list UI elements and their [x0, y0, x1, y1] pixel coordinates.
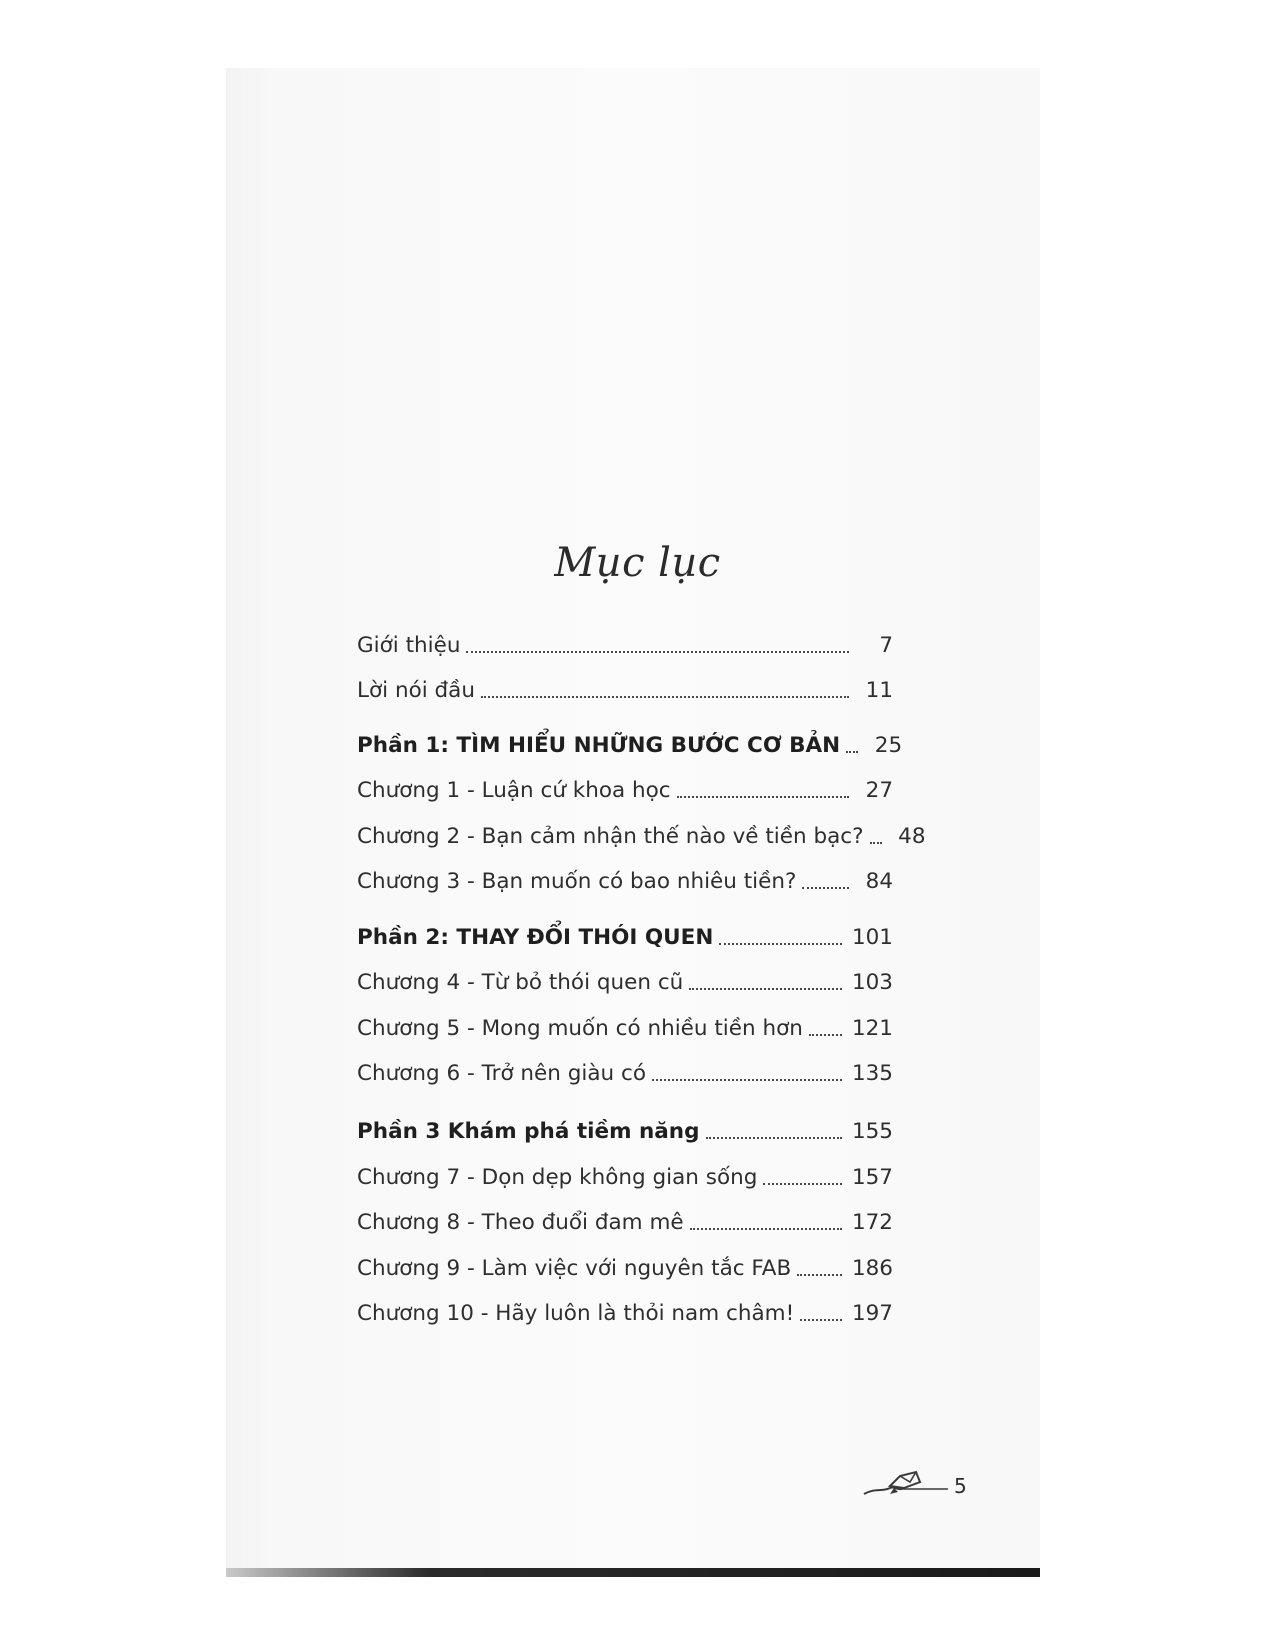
toc-entry-label: Chương 8 - Theo đuổi đam mê: [357, 1210, 684, 1235]
toc-entry-page: 155: [851, 1119, 893, 1144]
toc-leader-dots: [706, 1137, 842, 1139]
toc-entry-label: Chương 4 - Từ bỏ thói quen cũ: [357, 970, 684, 995]
toc-entry: [357, 1054, 893, 1088]
toc-entry-page: 84: [865, 869, 893, 894]
toc-leader-dots: [846, 751, 858, 753]
toc-entry: [357, 626, 893, 660]
toc-entry-label: Phần 3 Khám phá tiềm năng: [357, 1119, 700, 1144]
toc-entry-label: Chương 5 - Mong muốn có nhiều tiền hơn: [357, 1016, 803, 1041]
page-bottom-edge: [226, 1568, 1040, 1577]
flying-envelope-icon: [860, 1462, 950, 1498]
toc-part-entry: [357, 726, 903, 760]
toc-entry-label: Chương 9 - Làm việc với nguyên tắc FAB: [357, 1256, 792, 1281]
toc-entry-page: 48: [898, 824, 926, 849]
toc-entry-page: 101: [851, 925, 893, 950]
toc-entry-page: 172: [851, 1210, 893, 1235]
toc-entry: [357, 963, 893, 997]
toc-leader-dots: [689, 988, 842, 990]
toc-entry-label: Phần 1: TÌM HIỂU NHỮNG BƯỚC CƠ BẢN: [357, 733, 841, 758]
toc-leader-dots: [677, 796, 849, 798]
toc-entry-page: 11: [865, 678, 893, 703]
page-number: 5: [954, 1474, 967, 1498]
toc-entry-page: 7: [879, 633, 893, 658]
page-footer: [860, 1458, 967, 1498]
toc-entry: [357, 817, 926, 851]
toc-leader-dots: [870, 842, 882, 844]
toc-entry-page: 103: [851, 970, 893, 995]
toc-leader-dots: [797, 1274, 842, 1276]
toc-entry: [357, 1249, 893, 1283]
toc-entry-page: 25: [874, 733, 903, 758]
toc-entry: [357, 862, 893, 896]
toc-entry-label: Chương 3 - Bạn muốn có bao nhiêu tiền?: [357, 869, 797, 894]
toc-entry: [357, 671, 893, 705]
toc-entry-label: Lời nói đầu: [357, 678, 475, 703]
toc-entry-label: Phần 2: THAY ĐỔI THÓI QUEN: [357, 925, 714, 950]
toc-entry-label: Chương 10 - Hãy luôn là thỏi nam châm!: [357, 1301, 795, 1326]
toc-leader-dots: [809, 1034, 842, 1036]
toc-entry-label: Chương 1 - Luận cứ khoa học: [357, 778, 671, 803]
toc-entry-page: 27: [865, 778, 893, 803]
toc-title: Mục lục: [554, 540, 721, 586]
toc-leader-dots: [800, 1319, 842, 1321]
toc-entry-page: 197: [851, 1301, 893, 1326]
toc-entry: [357, 1009, 893, 1043]
toc-entry: [357, 1158, 893, 1192]
toc-entry: [357, 1203, 893, 1237]
toc-entry-page: 121: [851, 1016, 893, 1041]
toc-leader-dots: [802, 887, 849, 889]
toc-entry-label: Giới thiệu: [357, 633, 461, 658]
toc-entry-page: 186: [851, 1256, 893, 1281]
toc-entry-label: Chương 6 - Trở nên giàu có: [357, 1061, 646, 1086]
toc-part-entry: [357, 918, 893, 952]
toc-leader-dots: [652, 1079, 842, 1081]
toc-leader-dots: [763, 1183, 842, 1185]
toc-entry-page: 157: [851, 1165, 893, 1190]
toc-leader-dots: [690, 1228, 842, 1230]
toc-entry-page: 135: [851, 1061, 893, 1086]
toc-entry-label: Chương 7 - Dọn dẹp không gian sống: [357, 1165, 758, 1190]
toc-leader-dots: [719, 943, 842, 945]
toc-part-entry: [357, 1112, 893, 1146]
toc-leader-dots: [481, 696, 849, 698]
toc-entry: [357, 1294, 893, 1328]
toc-entry-label: Chương 2 - Bạn cảm nhận thế nào về tiền bạc?: [357, 824, 864, 849]
toc-entry: [357, 771, 893, 805]
toc-leader-dots: [466, 651, 849, 653]
